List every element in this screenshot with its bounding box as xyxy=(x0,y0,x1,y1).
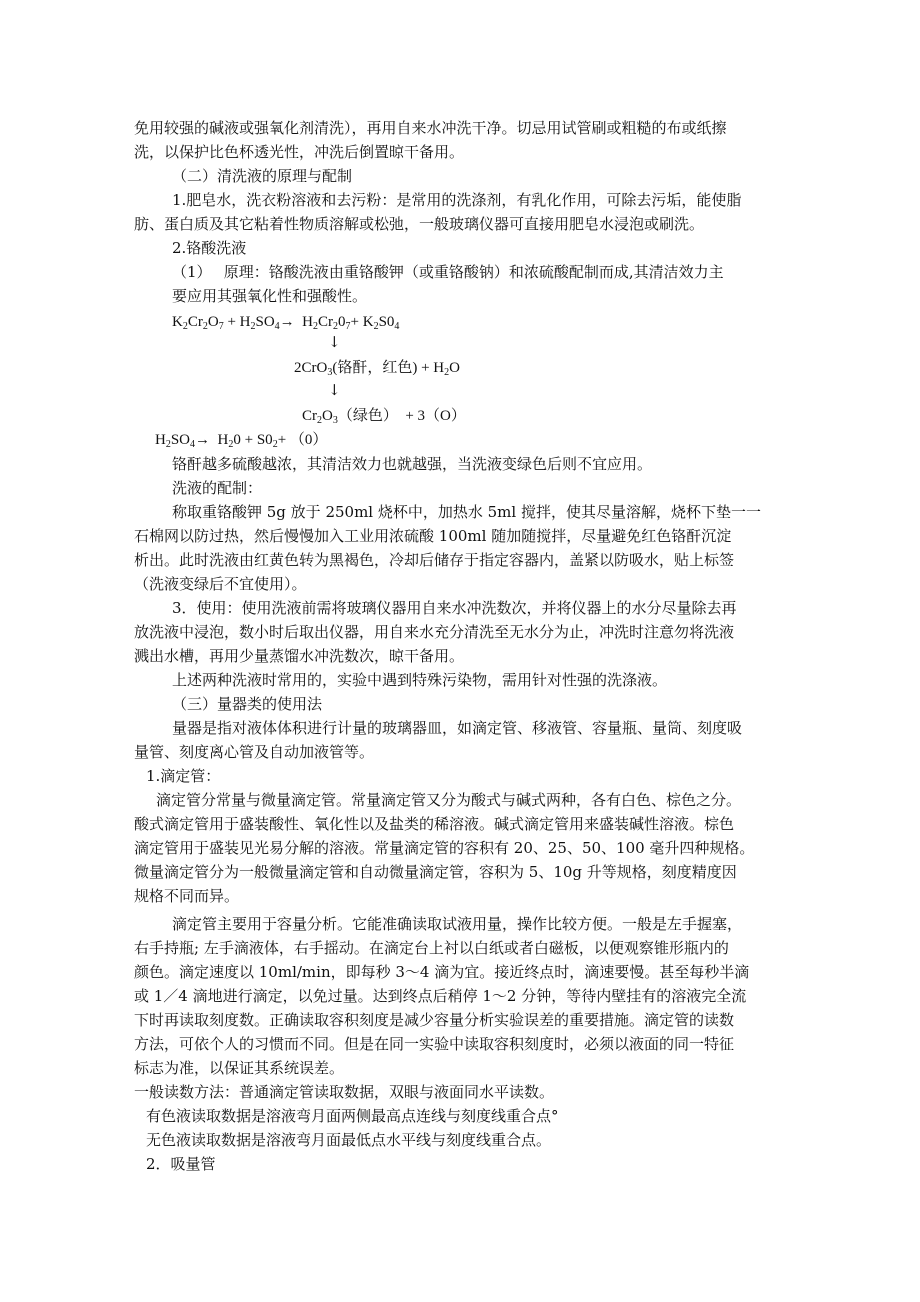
text-line: 3．使用：使用洗液前需将玻璃仪器用自来水冲洗数次，并将仪器上的水分尽量除去再 xyxy=(172,599,737,617)
text-line: 颜色。滴定速度以 10ml/min，即每秒 3～4 滴为宜。接近终点时，滴速要慢。甚至每秒半滴 xyxy=(134,963,750,981)
text-line: 一般读数方法：普通滴定管读取数据，双眼与液面同水平读数。 xyxy=(134,1083,555,1101)
text-line: （洗液变绿后不宜使用）。 xyxy=(134,575,307,593)
subsection-heading: 1.滴定管： xyxy=(146,767,221,785)
reaction-arrow: → xyxy=(279,314,295,330)
equation-2: 2CrO$_3$(铬酐，红色) + $H_2O$ xyxy=(294,360,460,378)
text-line: 无色液读取数据是溶液弯月面最低点水平线与刻度线重合点。 xyxy=(146,1131,552,1149)
text-line: 1.肥皂水，洗衣粉溶液和去污粉：是常用的洗涤剂，有乳化作用，可除去污垢，能使脂 xyxy=(172,191,742,209)
text-line: 滴定管主要用于容量分析。它能准确读取试液用量，操作比较方便。一般是左手握塞， xyxy=(172,915,743,933)
down-arrow-icon: ↓ xyxy=(328,381,341,399)
section-heading: （三）量器类的使用法 xyxy=(172,695,323,713)
text-line: 石棉网以防过热，然后慢慢加入工业用浓硫酸 100ml 随加随搅拌，尽量避免红色铬酐沉淀 xyxy=(134,527,732,545)
section-heading: （二）清洗液的原理与配制 xyxy=(172,167,353,185)
text-line: 或 1／4 滴地进行滴定，以免过量。达到终点后稍停 1～2 分钟，等待内壁挂有的溶液完全流 xyxy=(134,987,747,1005)
text-line: 2．吸量管 xyxy=(146,1155,216,1173)
text-line: 2.铬酸洗液 xyxy=(172,239,247,257)
reaction-arrow: → xyxy=(195,432,211,448)
text-line: 要应用其强氧化性和强酸性。 xyxy=(172,287,368,305)
text-line: 洗，以保护比色杯透光性，冲洗后倒置晾干备用。 xyxy=(134,143,465,161)
equation-1: $K_2Cr_2O_7 + H_2SO_4\to H_2Cr_20_7+ K_2S0_4$ xyxy=(172,314,400,332)
text-line: 免用较强的碱液或强氧化剂清洗），再用自来水冲洗干净。切忌用试管刷或粗糙的布或纸擦 xyxy=(134,119,727,137)
text-line: 有色液读取数据是溶液弯月面两侧最高点连线与刻度线重合点° xyxy=(146,1107,559,1125)
text-line: 方法，可依个人的习惯而不同。但是在同一实验中读取容积刻度时，必须以液面的同一特征 xyxy=(134,1035,735,1053)
text-line: 量管、刻度离心管及自动加液管等。 xyxy=(134,743,375,761)
equation-4: $H_2SO_4\to H_20 + S0_2+ (0)$ xyxy=(155,432,328,450)
text-line: 称取重铬酸钾 5g 放于 250ml 烧杯中，加热水 5ml 搅拌，使其尽量溶解，烧杯下垫一一 xyxy=(172,503,761,521)
text-line: 右手持瓶; 左手滴液体，右手摇动。在滴定台上衬以白纸或者白磁板，以便观察锥形瓶内的 xyxy=(134,939,729,957)
text-line: 析出。此时洗液由红黄色转为黑褐色，冷却后储存于指定容器内，盖紧以防吸水，贴上标签 xyxy=(134,551,735,569)
text-line: 铬酐越多硫酸越浓，其清洁效力也就越强，当洗液变绿色后则不宜应用。 xyxy=(172,455,653,473)
text-line: 量器是指对液体体积进行计量的玻璃器皿，如滴定管、移液管、容量瓶、量筒、刻度吸 xyxy=(172,719,743,737)
down-arrow-icon: ↓ xyxy=(328,333,341,351)
text-line: 酸式滴定管用于盛装酸性、氧化性以及盐类的稀溶液。碱式滴定管用来盛装碱性溶液。棕色 xyxy=(134,815,735,833)
text-line: 滴定管用于盛装见光易分解的溶液。常量滴定管的容积有 20、25、50、100 毫升四种规格。 xyxy=(134,839,755,857)
text-line: 标志为准，以保证其系统误差。 xyxy=(134,1059,345,1077)
text-line: 溅出水槽，再用少量蒸馏水冲洗数次，晾干备用。 xyxy=(134,647,465,665)
text-line: 洗液的配制： xyxy=(172,479,263,497)
text-line: 微量滴定管分为一般微量滴定管和自动微量滴定管，容积为 5、10g 升等规格，刻度精度因 xyxy=(134,863,737,881)
equation-3: $Cr_2O_3$（绿色） + 3（O） xyxy=(302,408,466,426)
text-line: 滴定管分常量与微量滴定管。常量滴定管又分为酸式与碱式两种，各有白色、棕色之分。 xyxy=(156,791,742,809)
text-line: 下时再读取刻度数。正确读取容积刻度是减少容量分析实验误差的重要措施。滴定管的读数 xyxy=(134,1011,735,1029)
text-line: 肪、蛋白质及其它粘着性物质溶解或松弛，一般玻璃仪器可直接用肥皂水浸泡或刷洗。 xyxy=(134,215,705,233)
text-line: （1） 原理：铬酸洗液由重铬酸钾（或重铬酸钠）和浓硫酸配制而成,其清洁效力主 xyxy=(172,263,724,281)
text-line: 放洗液中浸泡，数小时后取出仪器，用自来水充分清洗至无水分为止，冲洗时注意勿将洗液 xyxy=(134,623,735,641)
text-line: 规格不同而异。 xyxy=(134,887,240,905)
text-line: 上述两种洗液时常用的，实验中遇到特殊污染物，需用针对性强的洗涤液。 xyxy=(172,671,668,689)
